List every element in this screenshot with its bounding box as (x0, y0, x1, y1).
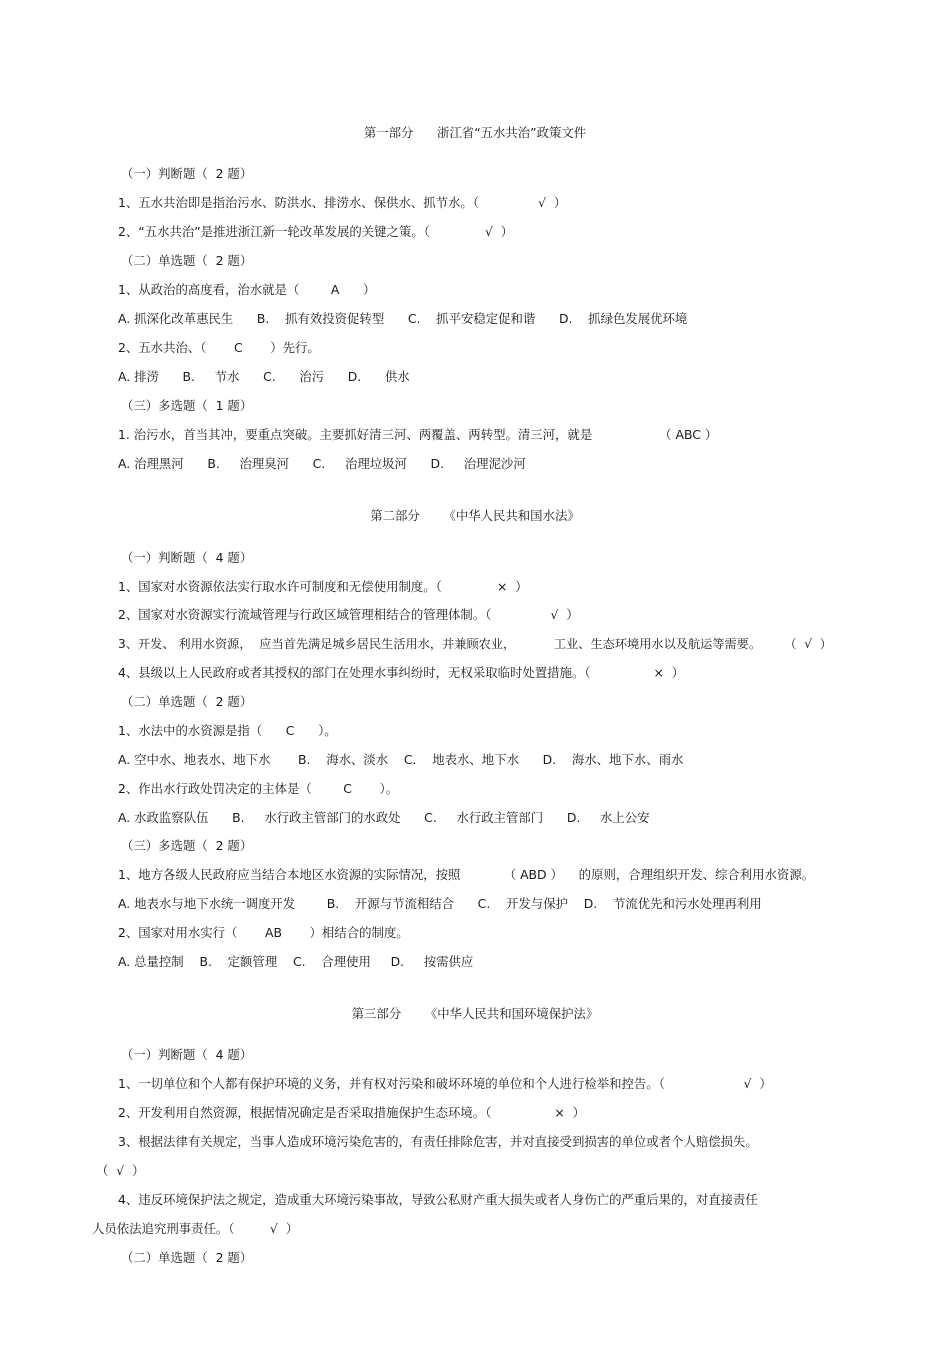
part3-tf-question-1: 1、一切单位和个人都有保护环境的义务，并有权对污染和破坏环境的单位和个人进行检举和控告。（ √ ） (118, 1076, 772, 1091)
part1-sc-options-2: A. 排涝 B. 节水 C. 治污 D. 供水 (118, 369, 410, 384)
part3-title: 第三部分 《中华人民共和国环境保护法》 (351, 1006, 599, 1021)
part3-tf-question-4: 4、违反环境保护法之规定，造成重大环境污染事故，导致公私财产重大损失或者人身伤亡的严重后果的，对直接责任 (118, 1192, 758, 1207)
part1-tf-question-2: 2、“五水共治”是推进浙江新一轮改革发展的关键之策。（ √ ） (118, 224, 514, 239)
part1-tf-question-1: 1、五水共治即是指治污水、防洪水、排涝水、保供水、抓节水。（ √ ） (118, 195, 567, 210)
part2-mc-question-1: 1、地方各级人民政府应当结合本地区水资源的实际情况，按照 （ ABD ） 的原则，合理组织开发、综合利用水资源。 (118, 867, 815, 882)
part3-sc-heading: （二）单选题（ 2 题） (121, 1250, 253, 1265)
part2-mc-options-2: A. 总量控制 B. 定额管理 C. 合理使用 D. 按需供应 (118, 954, 474, 969)
part2-mc-options-1: A. 地表水与地下水统一调度开发 B. 开源与节流相结合 C. 开发与保护 D. 节流优先和污水处理再利用 (118, 896, 762, 911)
part2-sc-heading: （二）单选题（ 2 题） (121, 694, 253, 709)
part1-sc-options-1: A. 抓深化改革惠民生 B. 抓有效投资促转型 C. 抓平安稳定促和谐 D. 抓绿色发展优环境 (118, 311, 688, 326)
part1-mc-heading: （三）多选题（ 1 题） (121, 398, 253, 413)
part1-sc-question-1: 1、从政治的高度看，治水就是（ A ） (118, 282, 376, 297)
part2-tf-question-2: 2、国家对水资源实行流域管理与行政区域管理相结合的管理体制。（ √ ） (118, 607, 579, 622)
part2-tf-heading: （一）判断题（ 4 题） (121, 550, 253, 565)
part1-sc-question-2: 2、五水共治、（ C ）先行。 (118, 340, 320, 355)
part3-tf-question-2: 2、开发利用自然资源，根据情况确定是否采取措施保护生态环境。（ × ） (118, 1105, 586, 1120)
part1-sc-heading: （二）单选题（ 2 题） (121, 253, 253, 268)
part3-tf-heading: （一）判断题（ 4 题） (121, 1047, 253, 1062)
part3-tf-question-4-cont: 人员依法追究刑事责任。（ √ ） (92, 1221, 299, 1236)
part1-title: 第一部分 浙江省“五水共治”政策文件 (363, 125, 587, 140)
part2-sc-options-2: A. 水政监察队伍 B. 水行政主管部门的水政处 C. 水行政主管部门 D. 水上公安 (118, 810, 650, 825)
part3-tf-question-3: 3、根据法律有关规定，当事人造成环境污染危害的，有责任排除危害，并对直接受到损害的单位或者个人赔偿损失。 (118, 1134, 758, 1149)
part2-sc-question-1: 1、水法中的水资源是指（ C ）。 (118, 723, 337, 738)
part2-tf-question-1: 1、国家对水资源依法实行取水许可制度和无偿使用制度。（ × ） (118, 579, 528, 594)
part2-sc-question-2: 2、作出水行政处罚决定的主体是（ C ）。 (118, 781, 399, 796)
part2-title: 第二部分 《中华人民共和国水法》 (370, 508, 580, 523)
part2-tf-question-4: 4、县级以上人民政府或者其授权的部门在处理水事纠纷时，无权采取临时处置措施。（ × ） (118, 665, 685, 680)
part1-mc-options-1: A. 治理黑河 B. 治理臭河 C. 治理垃圾河 D. 治理泥沙河 (118, 456, 526, 471)
part1-mc-question-1: 1. 治污水，首当其冲，要重点突破。主要抓好清三河、两覆盖、两转型。清三河，就是 （ ABC ） (118, 427, 718, 442)
part1-tf-heading: （一）判断题（ 2 题） (121, 166, 253, 181)
part2-tf-question-3: 3、开发、 利用水资源， 应当首先满足城乡居民生活用水，并兼顾农业， 工业、生态环境用水以及航运等需要。 （ √ ） (118, 637, 832, 651)
part2-mc-question-2: 2、国家对用水实行（ AB ）相结合的制度。 (118, 925, 409, 940)
part2-mc-heading: （三）多选题（ 2 题） (121, 838, 253, 853)
part2-sc-options-1: A. 空中水、地表水、地下水 B. 海水、淡水 C. 地表水、地下水 D. 海水、地下水、雨水 (118, 752, 684, 767)
part3-tf-answer-3: （ √ ） (96, 1163, 145, 1178)
